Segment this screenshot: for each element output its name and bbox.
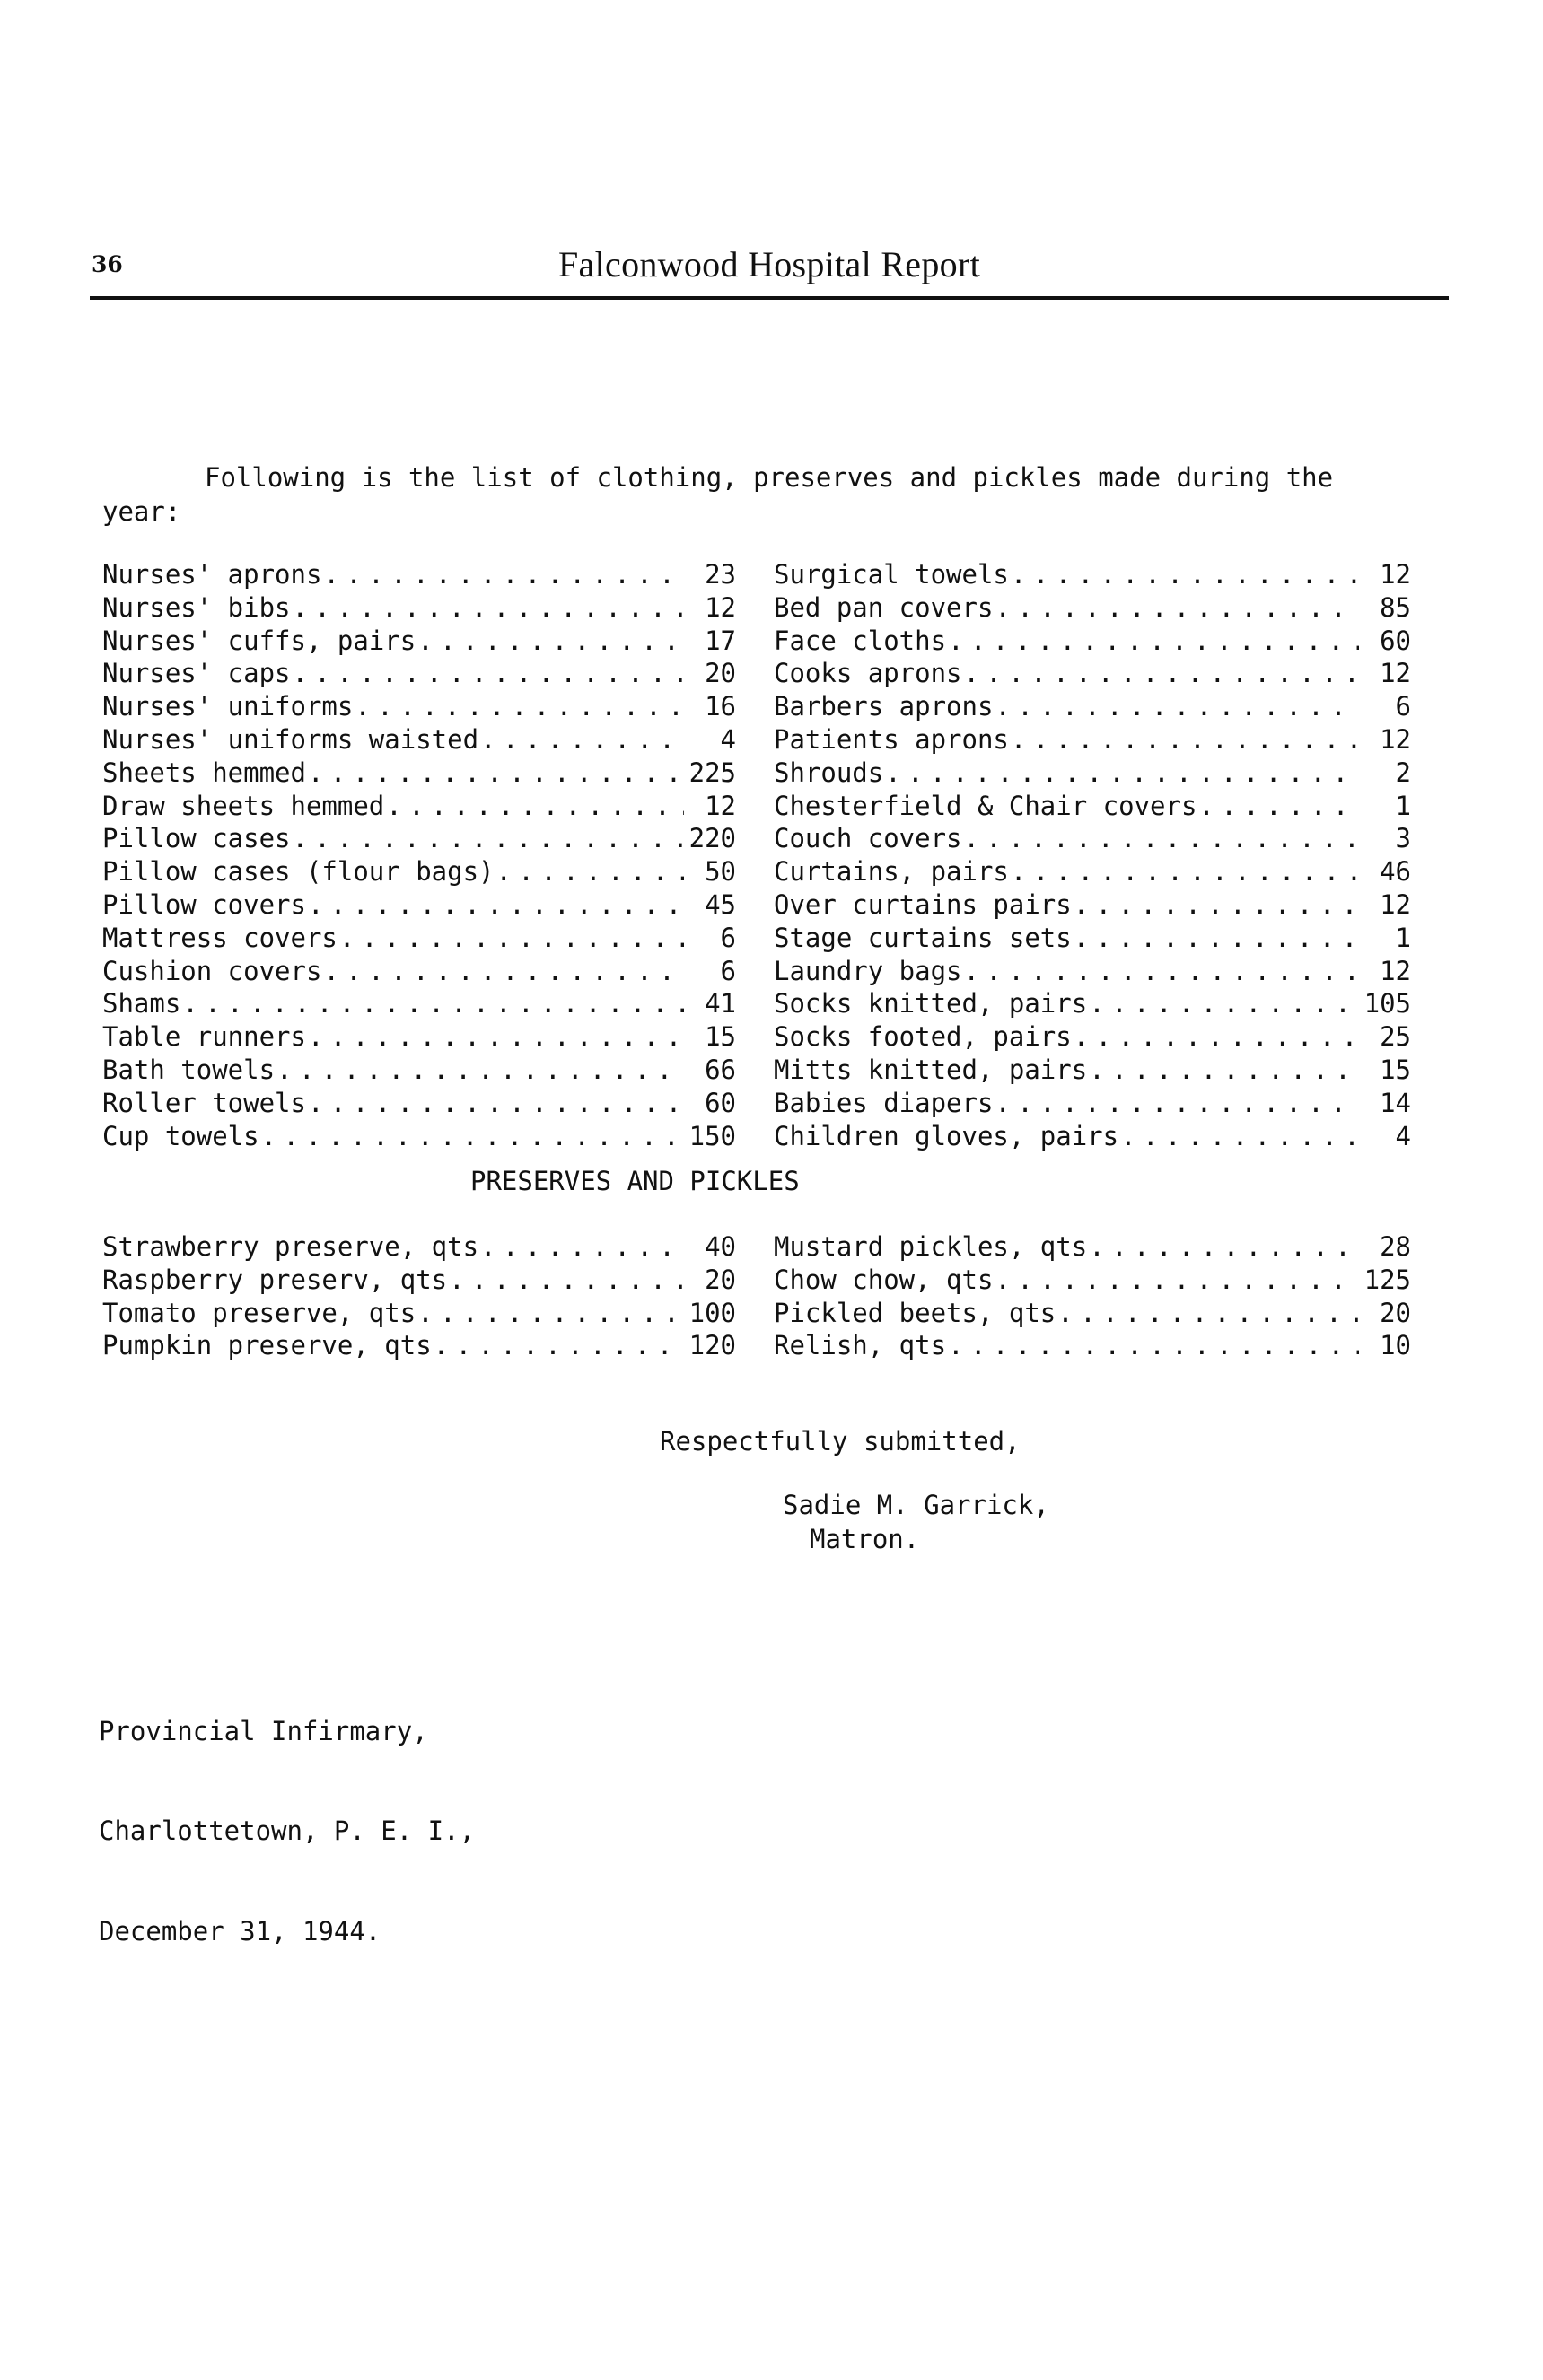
list-item [102, 888, 736, 922]
item-value: 45 [705, 888, 736, 920]
item-value: 60 [1380, 625, 1411, 656]
dot-leader [339, 922, 684, 955]
dot-leader [182, 987, 684, 1020]
dot-leader [323, 955, 684, 988]
item-label: Mitts knitted, pairs [774, 1054, 1088, 1085]
list-item [102, 591, 736, 625]
item-label: Chesterfield & Chair covers [774, 790, 1197, 821]
item-value: 4 [720, 723, 736, 755]
dot-leader [885, 757, 1359, 790]
dot-leader [1089, 1054, 1359, 1087]
item-label: Sheets hemmed [102, 757, 306, 788]
dot-leader [480, 723, 684, 757]
item-value: 6 [1395, 691, 1411, 722]
address-line: Provincial Infirmary, [99, 1715, 428, 1746]
item-value: 3 [1395, 823, 1411, 854]
signer-title: Matron. [810, 1524, 920, 1554]
item-value: 12 [1380, 559, 1411, 590]
item-label: Nurses' aprons [102, 559, 322, 590]
dot-leader [417, 1297, 684, 1330]
item-label: Raspberry preserv, qts [102, 1264, 448, 1295]
dot-leader [386, 790, 684, 823]
item-value: 220 [688, 823, 736, 854]
preserves-heading: PRESERVES AND PICKLES [470, 1166, 800, 1196]
dot-leader [449, 1264, 684, 1297]
dot-leader [293, 822, 684, 855]
item-value: 15 [705, 1021, 736, 1053]
item-label: Nurses' uniforms [102, 691, 354, 722]
dot-leader [1074, 888, 1359, 922]
list-item [774, 1087, 1411, 1120]
list-item [774, 591, 1411, 625]
list-item [102, 955, 736, 988]
list-item [774, 757, 1411, 790]
item-label: Cushion covers [102, 955, 322, 986]
item-label: Curtains, pairs [774, 856, 1009, 888]
dot-leader [948, 625, 1359, 658]
list-item [774, 690, 1411, 723]
list-item [774, 1020, 1411, 1054]
item-value: 66 [705, 1054, 736, 1085]
item-label: Patients aprons [774, 723, 1009, 755]
item-value: 1 [1395, 922, 1411, 953]
dot-leader [1011, 723, 1359, 757]
item-value: 12 [705, 790, 736, 821]
item-value: 17 [705, 625, 736, 656]
dot-leader [417, 625, 684, 658]
dot-leader [995, 1264, 1359, 1297]
closing-salutation: Respectfully submitted, [660, 1426, 1021, 1457]
item-value: 28 [1380, 1231, 1411, 1262]
list-item [102, 790, 736, 823]
item-value: 12 [1380, 888, 1411, 920]
item-value: 41 [705, 988, 736, 1019]
item-value: 85 [1380, 591, 1411, 623]
dot-leader [1057, 1297, 1359, 1330]
list-item [774, 1230, 1411, 1264]
list-item [774, 790, 1411, 823]
dot-leader [948, 1329, 1359, 1362]
dot-leader [480, 1230, 684, 1264]
list-item [102, 855, 736, 888]
item-label: Pillow covers [102, 888, 306, 920]
item-value: 6 [720, 955, 736, 986]
item-label: Pickled beets, qts [774, 1297, 1056, 1328]
list-item [774, 1120, 1411, 1153]
list-item [102, 1297, 736, 1330]
page-header [90, 241, 1449, 300]
item-label: Mustard pickles, qts [774, 1231, 1088, 1262]
clothing-list-right [774, 558, 1411, 1152]
list-item [774, 1054, 1411, 1087]
dot-leader [308, 757, 684, 790]
item-label: Cup towels [102, 1120, 259, 1151]
dot-leader [1089, 1230, 1359, 1264]
item-value: 12 [1380, 955, 1411, 986]
item-value: 20 [705, 1264, 736, 1295]
dot-leader [1198, 790, 1359, 823]
item-label: Couch covers [774, 823, 962, 854]
item-label: Pumpkin preserve, qts [102, 1330, 432, 1361]
list-item [774, 625, 1411, 658]
list-item [102, 1329, 736, 1362]
item-value: 20 [1380, 1297, 1411, 1328]
item-value: 16 [705, 691, 736, 722]
dot-leader [276, 1054, 684, 1087]
item-value: 150 [688, 1120, 736, 1151]
list-item [102, 922, 736, 955]
dot-leader [434, 1329, 684, 1362]
dot-leader [1011, 855, 1359, 888]
item-label: Mattress covers [102, 922, 338, 953]
item-value: 12 [705, 591, 736, 623]
dot-leader [293, 657, 684, 690]
list-item [102, 1020, 736, 1054]
list-item [102, 1054, 736, 1087]
item-label: Nurses' cuffs, pairs [102, 625, 416, 656]
list-item [774, 822, 1411, 855]
item-value: 46 [1380, 856, 1411, 888]
dot-leader [308, 1087, 684, 1120]
dot-leader [1120, 1120, 1359, 1153]
item-value: 6 [720, 922, 736, 953]
item-label: Tomato preserve, qts [102, 1297, 416, 1328]
item-label: Nurses' bibs [102, 591, 291, 623]
item-label: Roller towels [102, 1087, 306, 1118]
item-value: 4 [1395, 1120, 1411, 1151]
dot-leader [1074, 922, 1359, 955]
item-value: 10 [1380, 1330, 1411, 1361]
address-line: Charlottetown, P. E. I., [99, 1816, 476, 1847]
list-item [102, 657, 736, 690]
item-label: Socks knitted, pairs [774, 988, 1088, 1019]
address-block [99, 1649, 475, 1982]
dot-leader [964, 822, 1359, 855]
item-label: Pillow cases (flour bags) [102, 856, 495, 888]
item-label: Cooks aprons [774, 658, 962, 689]
item-value: 225 [688, 757, 736, 788]
item-value: 120 [688, 1330, 736, 1361]
item-value: 105 [1363, 988, 1411, 1019]
preserves-list-left [102, 1230, 736, 1362]
list-item [102, 987, 736, 1020]
dot-leader [995, 690, 1359, 723]
dot-leader [308, 1020, 684, 1054]
dot-leader [308, 888, 684, 922]
dot-leader [964, 657, 1359, 690]
item-label: Barbers aprons [774, 691, 994, 722]
dot-leader [261, 1120, 684, 1153]
page-number: 36 [92, 251, 123, 277]
item-label: Over curtains pairs [774, 888, 1072, 920]
item-label: Relish, qts [774, 1330, 947, 1361]
dot-leader [323, 558, 684, 591]
item-value: 125 [1363, 1264, 1411, 1295]
item-value: 100 [688, 1297, 736, 1328]
item-label: Table runners [102, 1021, 306, 1053]
item-label: Shams [102, 988, 181, 1019]
list-item [102, 690, 736, 723]
list-item [774, 558, 1411, 591]
preserves-list-right [774, 1230, 1411, 1362]
list-item [774, 1297, 1411, 1330]
list-item [774, 955, 1411, 988]
item-value: 23 [705, 559, 736, 590]
item-value: 12 [1380, 723, 1411, 755]
list-item [102, 558, 736, 591]
item-value: 12 [1380, 658, 1411, 689]
item-value: 40 [705, 1231, 736, 1262]
item-value: 25 [1380, 1021, 1411, 1053]
item-label: Strawberry preserve, qts [102, 1231, 479, 1262]
item-label: Surgical towels [774, 559, 1009, 590]
dot-leader [496, 855, 685, 888]
list-item [774, 987, 1411, 1020]
item-label: Draw sheets hemmed [102, 790, 385, 821]
item-value: 60 [705, 1087, 736, 1118]
list-item [774, 1329, 1411, 1362]
dot-leader [995, 591, 1359, 625]
item-value: 1 [1395, 790, 1411, 821]
dot-leader [995, 1087, 1359, 1120]
item-value: 20 [705, 658, 736, 689]
list-item [774, 1264, 1411, 1297]
item-value: 2 [1395, 757, 1411, 788]
list-item [102, 1264, 736, 1297]
item-label: Chow chow, qts [774, 1264, 994, 1295]
item-label: Face cloths [774, 625, 947, 656]
item-label: Nurses' caps [102, 658, 291, 689]
list-item [102, 1120, 736, 1153]
item-label: Bed pan covers [774, 591, 994, 623]
list-item [774, 888, 1411, 922]
item-label: Bath towels [102, 1054, 276, 1085]
dot-leader [1074, 1020, 1359, 1054]
item-label: Children gloves, pairs [774, 1120, 1119, 1151]
clothing-list-left [102, 558, 736, 1152]
dot-leader [1089, 987, 1359, 1020]
address-date: December 31, 1944. [99, 1915, 381, 1947]
list-item [102, 1087, 736, 1120]
list-item [774, 723, 1411, 757]
running-title: Falconwood Hospital Report [558, 244, 980, 284]
item-label: Nurses' uniforms waisted [102, 723, 479, 755]
list-item [774, 855, 1411, 888]
item-value: 14 [1380, 1087, 1411, 1118]
dot-leader [355, 690, 684, 723]
list-item [102, 822, 736, 855]
list-item [102, 1230, 736, 1264]
dot-leader [1011, 558, 1359, 591]
item-label: Pillow cases [102, 823, 291, 854]
item-label: Shrouds [774, 757, 884, 788]
signer-name: Sadie M. Garrick, [783, 1490, 1049, 1520]
list-item [102, 723, 736, 757]
list-item [774, 657, 1411, 690]
list-item [102, 625, 736, 658]
intro-paragraph: Following is the list of clothing, preserves and pickles made during the year: [102, 462, 1334, 527]
item-value: 50 [705, 856, 736, 888]
item-label: Babies diapers [774, 1087, 994, 1118]
item-label: Laundry bags [774, 955, 962, 986]
dot-leader [293, 591, 684, 625]
item-value: 15 [1380, 1054, 1411, 1085]
dot-leader [964, 955, 1359, 988]
list-item [774, 922, 1411, 955]
item-label: Stage curtains sets [774, 922, 1072, 953]
list-item [102, 757, 736, 790]
item-label: Socks footed, pairs [774, 1021, 1072, 1053]
